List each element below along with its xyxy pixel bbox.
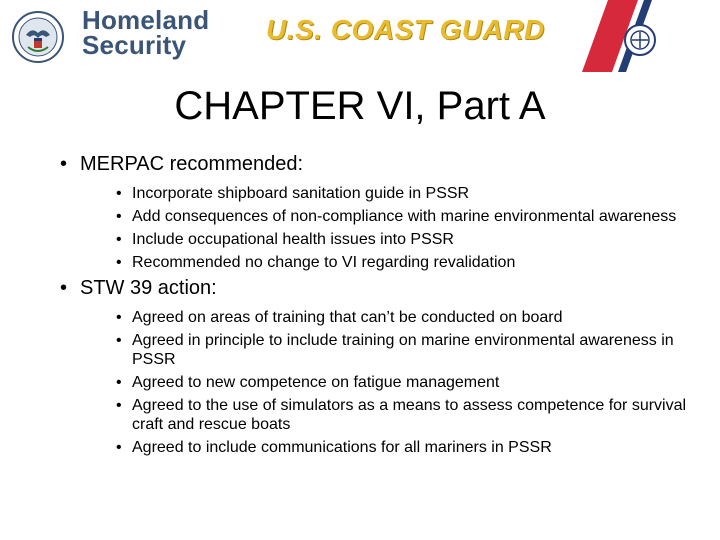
uscg-racing-stripe-icon bbox=[578, 0, 720, 72]
section-heading-merpac bbox=[60, 152, 700, 176]
bullet-icon: • bbox=[116, 397, 122, 414]
list-item-text: Agreed to include communications for all mariners in PSSR bbox=[132, 439, 552, 456]
list-item-text: Agreed to the use of simulators as a means to assess competence for survival craft and rescue boats bbox=[132, 397, 687, 433]
dhs-seal-icon bbox=[12, 11, 64, 63]
list-item-text: Agreed to new competence on fatigue management bbox=[132, 374, 500, 391]
list-item-text: Include occupational health issues into PSSR bbox=[132, 231, 454, 248]
stw39-items bbox=[116, 308, 706, 457]
list-item bbox=[116, 230, 706, 249]
dhs-wordmark bbox=[82, 5, 210, 60]
bullet-icon: • bbox=[116, 185, 122, 202]
bullet-icon: • bbox=[116, 439, 122, 456]
section-heading-text: STW 39 action: bbox=[80, 277, 217, 299]
bullet-icon: • bbox=[60, 153, 68, 175]
slide-header bbox=[0, 0, 720, 72]
list-item-text: Incorporate shipboard sanitation guide in PSSR bbox=[132, 185, 470, 202]
list-item bbox=[116, 331, 706, 369]
list-item-text: Add consequences of non-compliance with marine environmental awareness bbox=[132, 208, 677, 225]
list-item bbox=[116, 373, 706, 392]
bullet-icon: • bbox=[116, 332, 122, 349]
list-item-text: Agreed on areas of training that can’t be conducted on board bbox=[132, 309, 563, 326]
section-heading-text: MERPAC recommended: bbox=[80, 153, 304, 175]
list-item bbox=[116, 253, 706, 272]
slide-body bbox=[60, 152, 700, 461]
list-item-text: Agreed in principle to include training on marine environmental awareness in PSSR bbox=[132, 332, 674, 368]
merpac-items bbox=[116, 184, 706, 272]
dhs-line-1: Homeland bbox=[82, 5, 210, 35]
list-item bbox=[116, 207, 706, 226]
bullet-icon: • bbox=[116, 231, 122, 248]
uscg-wordmark: U.S. COAST GUARD bbox=[266, 14, 545, 45]
bullet-icon: • bbox=[116, 208, 122, 225]
bullet-icon: • bbox=[116, 254, 122, 271]
list-item bbox=[116, 438, 706, 457]
bullet-icon: • bbox=[116, 309, 122, 326]
section-heading-stw39 bbox=[60, 276, 700, 300]
bullet-icon: • bbox=[60, 277, 68, 299]
list-item bbox=[116, 184, 706, 203]
list-item bbox=[116, 396, 706, 434]
list-item-text: Recommended no change to VI regarding revalidation bbox=[132, 254, 516, 271]
slide-title: CHAPTER VI, Part A bbox=[174, 84, 546, 128]
list-item bbox=[116, 308, 706, 327]
dhs-line-2: Security bbox=[82, 30, 187, 60]
bullet-icon: • bbox=[116, 374, 122, 391]
